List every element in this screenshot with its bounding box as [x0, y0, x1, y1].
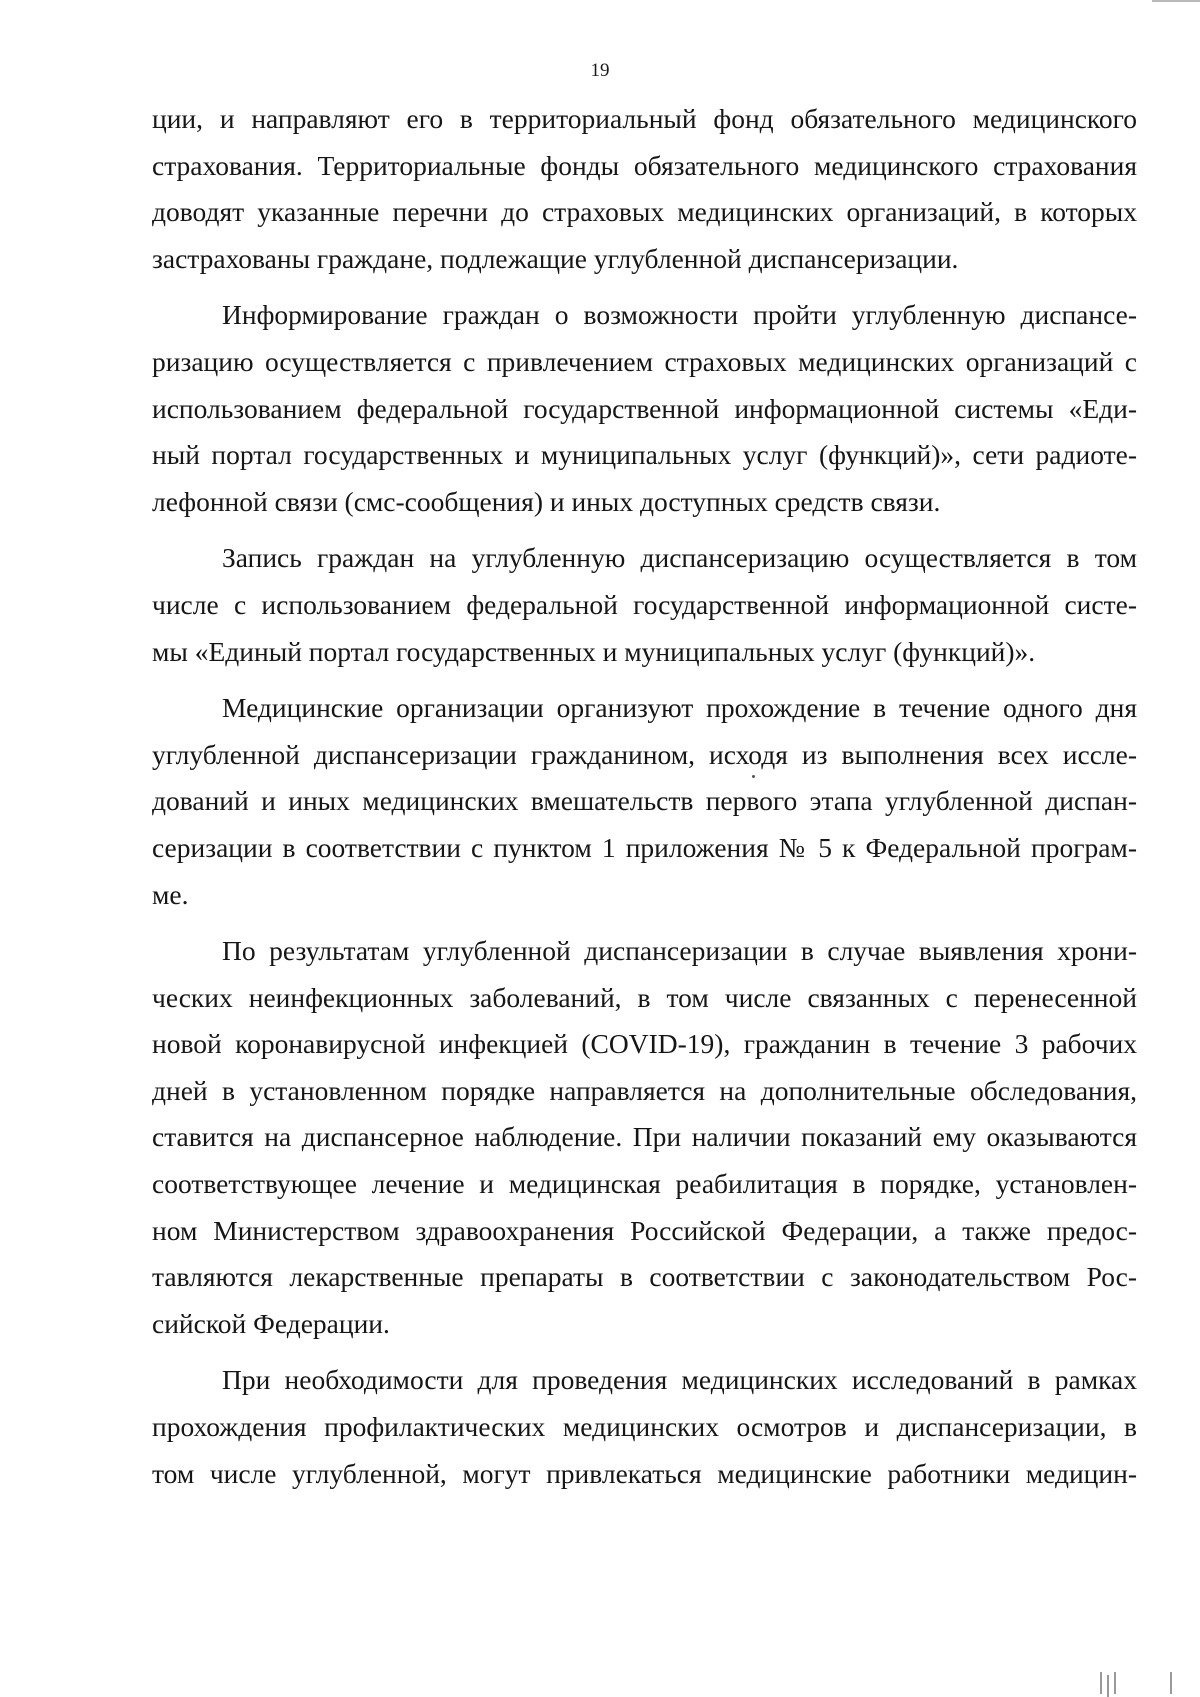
text-line: доводят указанные перечни до страховых медицинских организаций, в которых [152, 196, 1137, 228]
text-line: сийской Федерации. [152, 1307, 390, 1339]
text-line: числе с использованием федеральной государственной информационной систе- [152, 588, 1137, 620]
text-line: ном Министерством здравоохранения Российской Федерации, а также предос- [152, 1214, 1137, 1246]
text-line: тавляются лекарственные препараты в соответствии с законодательством Рос- [152, 1261, 1137, 1293]
text-line: использованием федеральной государственной информационной системы «Еди- [152, 392, 1137, 424]
paragraph [152, 535, 1137, 675]
paragraph [152, 1357, 1137, 1497]
scan-edge-mark [1152, 0, 1200, 2]
text-line: том числе углубленной, могут привлекаться медицинские работники медицин- [152, 1457, 1137, 1489]
scan-mark [1114, 1672, 1116, 1694]
text-line: прохождения профилактических медицинских осмотров и диспансеризации, в [152, 1411, 1137, 1443]
scan-mark [1170, 1672, 1172, 1694]
text-line: ме. [152, 878, 189, 910]
text-line: Запись граждан на углубленную диспансеризацию осуществляется в том [222, 542, 1137, 574]
scan-mark [1100, 1672, 1102, 1694]
text-line: новой коронавирусной инфекцией (COVID-19), гражданин в течение 3 рабочих [152, 1028, 1137, 1060]
document-body [152, 96, 1137, 1497]
text-line: дований и иных медицинских вмешательств первого этапа углубленной диспан- [152, 785, 1137, 817]
text-line: По результатам углубленной диспансеризации в случае выявления хрони- [222, 935, 1137, 967]
text-line: Медицинские организации организуют прохождение в течение одного дня [222, 692, 1137, 724]
text-line: ставится на диспансерное наблюдение. При наличии показаний ему оказываются [152, 1121, 1137, 1153]
text-line: ции, и направляют его в территориальный фонд обязательного медицинского [152, 103, 1137, 134]
paragraph [152, 928, 1137, 1347]
scan-mark [1107, 1675, 1109, 1697]
paragraph [152, 96, 1137, 282]
paragraph [152, 292, 1137, 525]
text-line: лефонной связи (смс-сообщения) и иных доступных средств связи. [152, 485, 941, 517]
text-line: страхования. Территориальные фонды обязательного медицинского страхования [152, 149, 1137, 181]
text-line: застрахованы граждане, подлежащие углубленной диспансеризации. [152, 242, 959, 274]
text-line: Информирование граждан о возможности пройти углубленную диспансе- [222, 299, 1137, 331]
text-line: При необходимости для проведения медицинских исследований в рамках [222, 1364, 1137, 1396]
text-line: углубленной диспансеризации гражданином, исходя из выполнения всех иссле- [152, 738, 1137, 770]
text-line: дней в установленном порядке направляется на дополнительные обследования, [152, 1074, 1137, 1106]
text-line: соответствующее лечение и медицинская реабилитация в порядке, установлен- [152, 1168, 1137, 1200]
paragraph [152, 685, 1137, 918]
text-line: ческих неинфекционных заболеваний, в том числе связанных с перенесенной [152, 981, 1137, 1013]
text-line: ризацию осуществляется с привлечением страховых медицинских организаций с [152, 345, 1137, 377]
text-line: серизации в соответствии с пунктом 1 приложения № 5 к Федеральной програм- [152, 831, 1137, 863]
text-line: ный портал государственных и муниципальных услуг (функций)», сети радиоте- [152, 439, 1137, 471]
text-line: мы «Единый портал государственных и муниципальных услуг (функций)». [152, 635, 1036, 667]
page-number: 19 [590, 60, 610, 81]
scan-speck [752, 775, 755, 778]
